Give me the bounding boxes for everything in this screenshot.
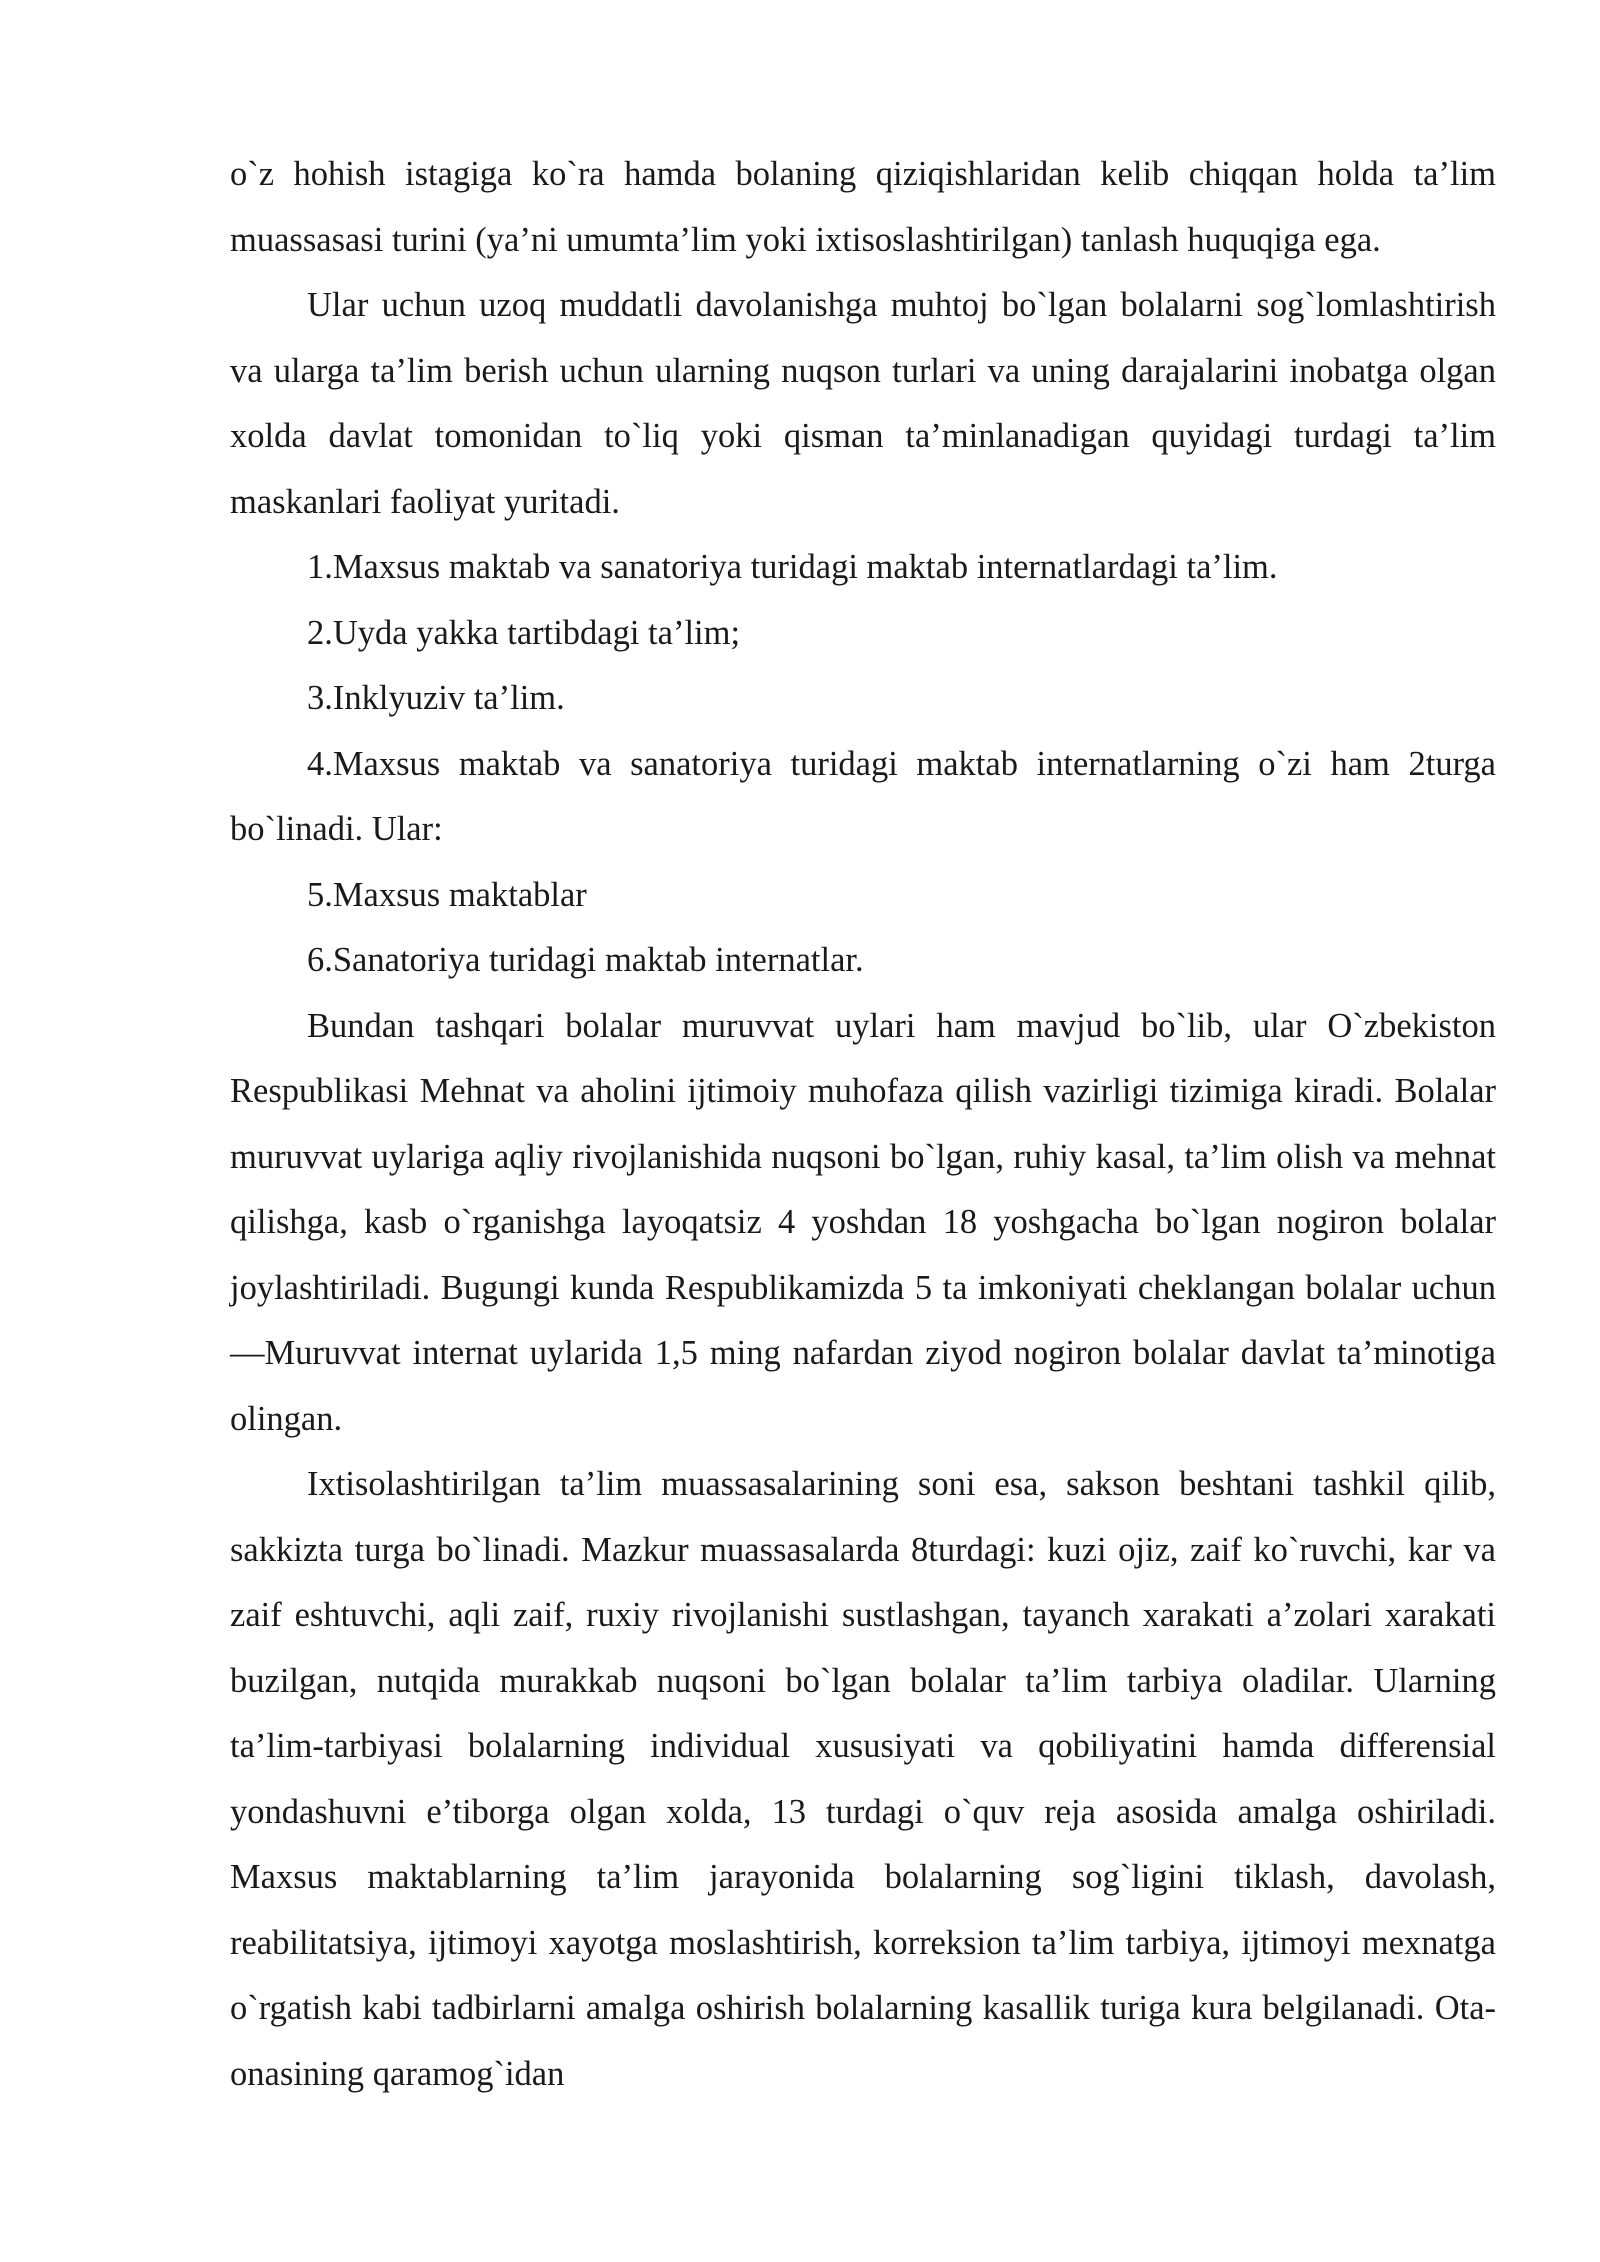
list-item-3: 3.Inklyuziv ta’lim.	[307, 679, 565, 717]
paragraph-specialized-institutions: Ixtisolashtirilgan ta’lim muassasalarining soni esa, sakson beshtani tashkil qilib, sakkizta turga bo`linadi. Mazkur muassasalarda 8turdagi: kuzi ojiz, zaif ko`ruvchi, kar va zaif eshtuvchi, aqli zaif, ruxiy rivojlanishi sustlashgan, tayanch xarakati a’zolari xarakati buzilgan, nutqida murakkab nuqsoni bo`lgan bolalar ta’lim tarbiya oladilar. Ularning ta’lim-tarbiyasi bolalarning individual xususiyati va qobiliyatini hamda differensial yondashuvni e’tiborga olgan xolda, 13 turdagi o`quv reja asosida amalga oshiriladi. Maxsus maktablarning ta’lim jarayonida bolalarning sog`ligini tiklash, davolash, reabilitatsiya, ijtimoyi xayotga moslashtirish, korreksion ta’lim tarbiya, ijtimoyi mexnatga o`rgatish kabi tadbirlarni amalga oshirish bolalarning kasallik turiga kura belgilanadi. Ota-onasining qaramog`idan	[230, 1465, 1496, 2093]
paragraph-charity-homes: Bundan tashqari bolalar muruvvat uylari ham mavjud bo`lib, ular O`zbekiston Respublikasi Mehnat va aholini ijtimoiy muhofaza qilish vazirligi tizimiga kiradi. Bolalar muruvvat uylariga aqliy rivojlanishida nuqsoni bo`lgan, ruhiy kasal, ta’lim olish va mehnat qilishga, kasb o`rganishga layoqatsiz 4 yoshdan 18 yoshgacha bo`lgan nogiron bolalar joylashtiriladi. Bugungi kunda Respublikamizda 5 ta imkoniyati cheklangan bolalar uchun ―Muruvvat internat uylarida 1,5 ming nafardan ziyod nogiron bolalar davlat ta’minotiga olingan.	[230, 1006, 1496, 1438]
paragraph-education-institutions: Ular uchun uzoq muddatli davolanishga muhtoj bo`lgan bolalarni sog`lomlashtirish va ularga ta’lim berish uchun ularning nuqson turlari va uning darajalarini inobatga olgan xolda davlat tomonidan to`liq yoki qisman ta’minlanadigan quyidagi turdagi ta’lim maskanlari faoliyat yuritadi.	[230, 286, 1496, 521]
list-item-5: 5.Maxsus maktablar	[307, 875, 587, 914]
list-item-6: 6.Sanatoriya turidagi maktab internatlar.	[307, 941, 864, 979]
document-page	[230, 142, 1496, 2107]
paragraph-continuation: o`z hohish istagiga ko`ra hamda bolaning qiziqishlaridan kelib chiqqan holda ta’lim muassasasi turini (ya’ni umumta’lim yoki ixtisoslashtirilgan) tanlash huquqiga ega.	[230, 155, 1496, 259]
list-item-4: 4.Maxsus maktab va sanatoriya turidagi maktab internatlarning o`zi ham 2turga bo`linadi. Ular:	[230, 744, 1496, 848]
list-item-2: 2.Uyda yakka tartibdagi ta’lim;	[307, 613, 741, 652]
list-item-1: 1.Maxsus maktab va sanatoriya turidagi maktab internatlardagi ta’lim.	[307, 548, 1278, 586]
